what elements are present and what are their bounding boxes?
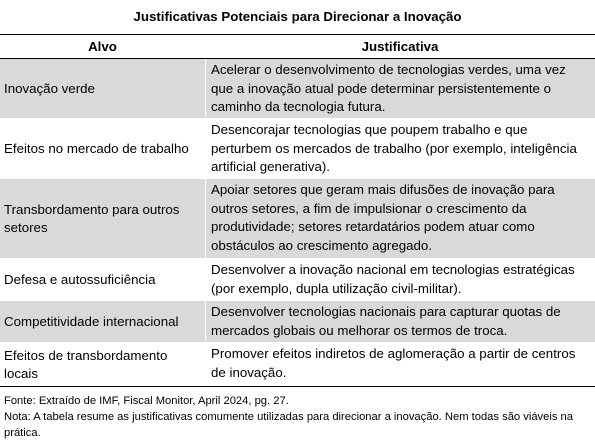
header-alvo: Alvo <box>88 39 117 54</box>
cell-justificativa: Desencorajar tecnologias que poupem trabalho e que perturbem os mercados de trabalho (por exemplo, inteligência artificial generativa). <box>205 119 595 178</box>
cell-alvo: Competitividade internacional <box>4 313 179 329</box>
table-row <box>0 301 595 343</box>
table-header <box>0 35 595 59</box>
cell-justificativa: Apoiar setores que geram mais difusões de inovação para outros setores, a fim de impulsionar o crescimento da produtividade; setores retardatários podem atuar como obstáculos ao crescimento agregado. <box>205 179 595 258</box>
cell-alvo: Transbordamento para outros setores <box>4 201 180 235</box>
cell-justificativa: Desenvolver tecnologias nacionais para capturar quotas de mercados globais ou melhorar os termos de troca. <box>205 301 595 342</box>
cell-justificativa: Acelerar o desenvolvimento de tecnologias verdes, uma vez que a inovação atual pode determinar persistentemente o caminho da tecnologia futura. <box>205 59 595 118</box>
cell-alvo: Efeitos de transbordamento locais <box>4 347 168 381</box>
cell-alvo: Inovação verde <box>4 80 95 96</box>
header-justificativa: Justificativa <box>361 39 439 54</box>
justifications-table <box>0 34 595 387</box>
table-row <box>0 59 595 119</box>
table-row <box>0 343 595 387</box>
source-note: Fonte: Extraído de IMF, Fiscal Monitor, April 2024, pg. 27. <box>4 395 289 407</box>
table-title: Justificativas Potenciais para Direcionar a Inovação <box>133 9 462 24</box>
cell-justificativa: Desenvolver a inovação nacional em tecnologias estratégicas (por exemplo, dupla utilização civil-militar). <box>205 259 595 300</box>
cell-alvo: Defesa e autossuficiência <box>4 271 156 287</box>
cell-alvo: Efeitos no mercado de trabalho <box>4 140 189 156</box>
table-note: Nota: A tabela resume as justificativas comumente utilizadas para direcionar a inovação. Nem todas são viáveis na prática. <box>4 411 573 439</box>
table-row <box>0 119 595 179</box>
footnotes <box>4 393 592 441</box>
table-row <box>0 259 595 301</box>
table-row <box>0 179 595 259</box>
cell-justificativa: Promover efeitos indiretos de aglomeração a partir de centros de inovação. <box>205 343 595 386</box>
